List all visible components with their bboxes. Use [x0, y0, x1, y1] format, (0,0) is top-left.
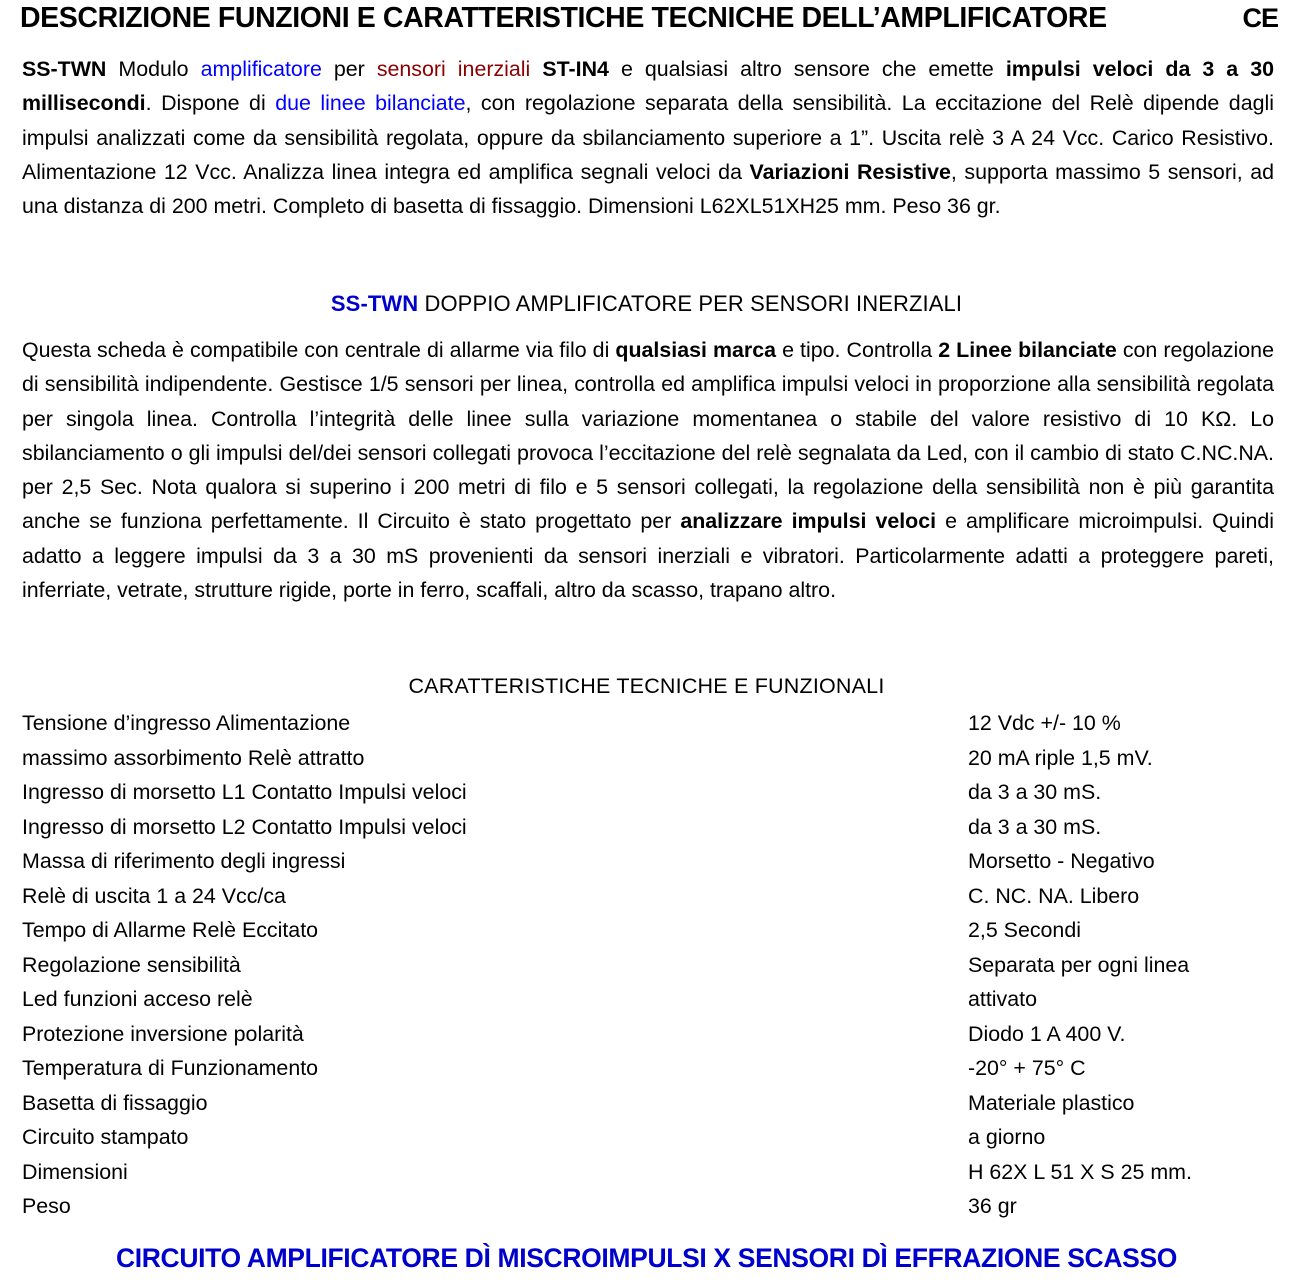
- spec-label: Peso: [22, 1194, 71, 1218]
- footer-banner: CIRCUITO AMPLIFICATORE DÌ MISCROIMPULSI X SENSORI DÌ EFFRAZIONE SCASSO: [115, 1243, 1178, 1273]
- spec-label: Basetta di fissaggio: [22, 1090, 208, 1115]
- spec-value: C. NC. NA. Libero: [968, 883, 1140, 908]
- spec-value: attivato: [968, 987, 1037, 1011]
- body-text: Questa scheda è compatibile con centrale di allarme via filo di: [22, 338, 616, 362]
- spec-value: 2,5 Secondi: [968, 918, 1081, 942]
- highlight-red-text: sensori inerziali: [376, 57, 531, 81]
- body-text: per: [321, 57, 377, 81]
- spec-label: massimo assorbimento Relè attratto: [22, 745, 365, 770]
- spec-row: [22, 1155, 1272, 1190]
- product-model-tag: SS-TWN: [330, 291, 419, 316]
- body-text: , supporta massimo 5 sensori, ad una distanza di 200 metri. Completo di basetta di fissaggio. Dimensioni L62XL51XH25 mm. Peso 36 gr.: [22, 159, 1274, 219]
- document-title: [20, 2, 1278, 35]
- emphasis-text: 2 Linee bilanciate: [938, 338, 1117, 362]
- spec-value: a giorno: [968, 1125, 1046, 1149]
- spec-label: Tensione d’ingresso Alimentazione: [22, 711, 351, 735]
- ce-mark-icon: CE: [1242, 3, 1278, 33]
- spec-value: H 62X L 51 X S 25 mm.: [968, 1159, 1192, 1184]
- description-paragraph: [22, 333, 1274, 607]
- spec-value: da 3 a 30 mS.: [968, 780, 1102, 804]
- spec-row: [22, 1051, 1272, 1086]
- spec-value: Morsetto - Negativo: [968, 849, 1155, 873]
- spec-row: [22, 982, 1272, 1017]
- emphasis-text: ST-IN4: [542, 57, 609, 81]
- spec-value: Materiale plastico: [968, 1090, 1135, 1115]
- spec-label: Ingresso di morsetto L2 Contatto Impulsi veloci: [22, 814, 467, 839]
- spec-value: Diodo 1 A 400 V.: [968, 1021, 1126, 1046]
- spec-value: 20 mA riple 1,5 mV.: [968, 745, 1153, 770]
- spec-label: Dimensioni: [22, 1159, 128, 1184]
- spec-row: [22, 706, 1272, 741]
- spec-value: -20° + 75° C: [968, 1056, 1086, 1080]
- spec-row: [22, 844, 1272, 879]
- spec-value: 12 Vdc +/- 10 %: [968, 711, 1121, 735]
- spec-label: Regolazione sensibilità: [22, 952, 241, 977]
- spec-label: Led funzioni acceso relè: [22, 987, 253, 1011]
- spec-row: [22, 775, 1272, 810]
- body-text: Modulo: [106, 57, 201, 81]
- spec-row: [22, 1120, 1272, 1155]
- highlight-blue-text: amplificatore: [200, 57, 322, 81]
- intro-paragraph: [22, 52, 1274, 223]
- spec-row: [22, 1189, 1272, 1224]
- body-text: . Dispone di: [145, 91, 276, 116]
- spec-row: [22, 1017, 1272, 1052]
- spec-label: Protezione inversione polarità: [22, 1021, 304, 1046]
- emphasis-text: impulsi veloci da 3 a 30 millisecondi: [22, 57, 1274, 116]
- spec-label: Massa di riferimento degli ingressi: [22, 849, 346, 873]
- body-text: con regolazione di sensibilità indipendente. Gestisce 1/5 sensori per linea, controlla ed amplifica impulsi veloci in proporzione alla sensibilità regolata per singola linea. Controlla l’integrità delle linee sulla variazione momentanea o stabile del valore resistivo di 10 KΩ. Lo sbilanciamento o gli impulsi del/dei sensori collegati provoca l’eccitazione del relè segnalata da Led, con il cambio di stato C.NC.NA. per 2,5 Sec. Nota qualora si superino i 200 metri di filo e 5 sensori collegati, la regolazione della sensibilità non è più garantita anche se funziona perfettamente. Il Circuito è stato progettato per: [22, 338, 1274, 534]
- body-text: [530, 57, 542, 81]
- spec-label: Temperatura di Funzionamento: [22, 1056, 319, 1080]
- spec-label: Circuito stampato: [22, 1125, 189, 1149]
- specs-heading: CARATTERISTICHE TECNICHE E FUNZIONALI: [408, 674, 885, 698]
- body-text: e amplificare microimpulsi. Quindi adatto a leggere impulsi da 3 a 30 mS provenienti da sensori inerziali e vibratori. Particolarmente adatti a proteggere pareti, inferriate, vetrate, strutture rigide, porte in ferro, scaffali, altro da scasso, trapano altro.: [22, 509, 1275, 603]
- body-text: , con regolazione separata della sensibilità. La eccitazione del Relè dipende dagli impulsi analizzati come da sensibilità regolata, oppure da sbilanciamento superiore a 1”. Uscita relè 3 A 24 Vcc. Carico Resistivo. Alimentazione 12 Vcc. Analizza linea integra ed amplifica segnali veloci da: [22, 91, 1274, 184]
- body-text: e qualsiasi altro sensore che emette: [608, 57, 1006, 81]
- spec-row: [22, 810, 1272, 845]
- spec-label: Tempo di Allarme Relè Eccitato: [22, 918, 319, 942]
- spec-label: Relè di uscita 1 a 24 Vcc/ca: [22, 883, 286, 908]
- emphasis-text: analizzare impulsi veloci: [680, 509, 937, 534]
- spec-row: [22, 1086, 1272, 1121]
- emphasis-text: SS-TWN: [22, 57, 107, 81]
- specs-table: [22, 706, 1272, 1224]
- emphasis-text: Variazioni Resistive: [749, 159, 951, 184]
- document-title-text: DESCRIZIONE FUNZIONI E CARATTERISTICHE TECNICHE DELL’AMPLIFICATORE: [20, 2, 1107, 34]
- highlight-blue-text: due linee bilanciate: [275, 91, 466, 116]
- spec-value: 36 gr: [968, 1194, 1017, 1218]
- emphasis-text: qualsiasi marca: [615, 338, 777, 362]
- spec-row: [22, 913, 1272, 948]
- body-text: e tipo. Controlla: [776, 338, 939, 362]
- product-subheading-text: DOPPIO AMPLIFICATORE PER SENSORI INERZIALI: [418, 291, 963, 316]
- spec-value: da 3 a 30 mS.: [968, 814, 1102, 839]
- product-subheading: [0, 290, 1293, 318]
- spec-row: [22, 948, 1272, 983]
- spec-value: Separata per ogni linea: [968, 952, 1190, 977]
- spec-row: [22, 879, 1272, 914]
- spec-label: Ingresso di morsetto L1 Contatto Impulsi veloci: [22, 780, 467, 804]
- spec-row: [22, 741, 1272, 776]
